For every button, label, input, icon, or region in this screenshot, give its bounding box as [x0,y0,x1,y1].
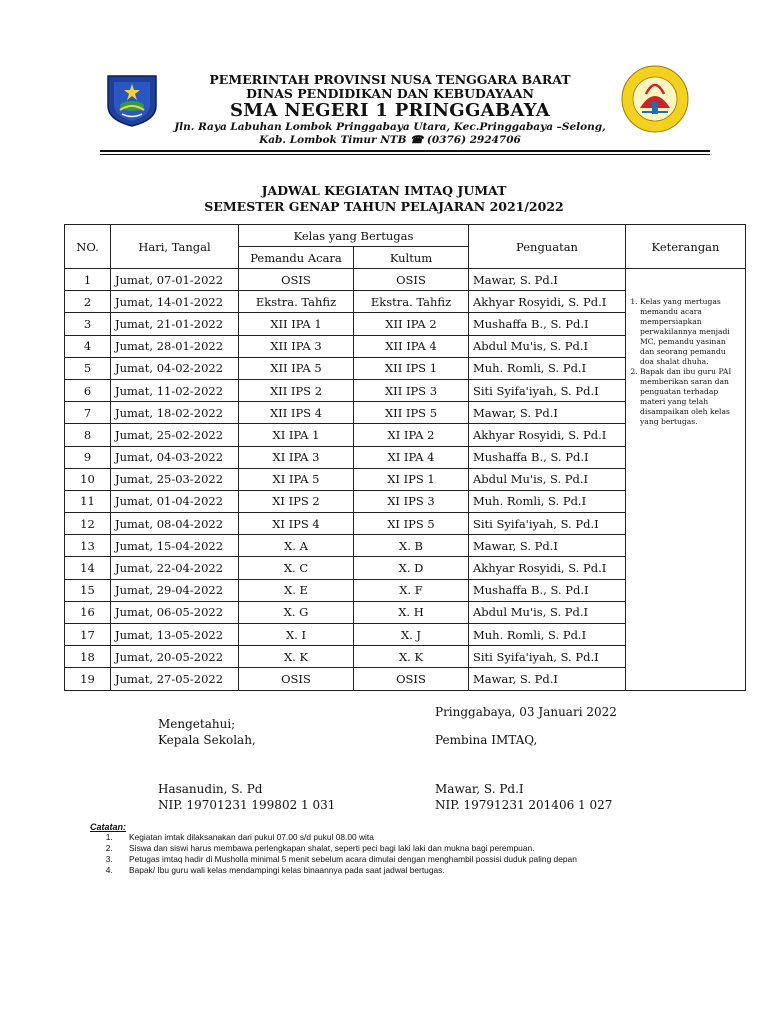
cell-pemandu: X. I [239,624,354,646]
cell-no: 2 [65,291,111,313]
cell-kultum: XII IPA 2 [354,313,469,335]
signature-coach-label: Pembina IMTAQ, [435,733,538,747]
cell-no: 8 [65,424,111,446]
cell-no: 10 [65,468,111,490]
cell-no: 9 [65,446,111,468]
notes-section [90,822,577,876]
cell-date: Jumat, 18-02-2022 [111,402,239,424]
signature-coach-name: Mawar, S. Pd.I [435,782,524,796]
cell-pemandu: Ekstra. Tahfiz [239,291,354,313]
document-title: JADWAL KEGIATAN IMTAQ JUMAT [261,183,507,198]
cell-penguatan: Siti Syifa'iyah, S. Pd.I [469,646,626,668]
cell-no: 5 [65,357,111,379]
cell-date: Jumat, 01-04-2022 [111,490,239,512]
cell-no: 18 [65,646,111,668]
cell-kultum: X. K [354,646,469,668]
cell-no: 17 [65,624,111,646]
cell-date: Jumat, 14-01-2022 [111,291,239,313]
cell-penguatan: Akhyar Rosyidi, S. Pd.I [469,557,626,579]
cell-kultum: X. J [354,624,469,646]
note-item: 2. Siswa dan siswi harus membawa perlengkapan shalat, seperti peci bagi laki laki dan mukna bagi perempuan. [115,843,577,854]
cell-penguatan: Mushaffa B., S. Pd.I [469,579,626,601]
header-address-line1: Jln. Raya Labuhan Lombok Pringgabaya Utara, Kec.Pringgabaya –Selong, [174,121,606,133]
cell-no: 16 [65,601,111,623]
cell-kultum: Ekstra. Tahfiz [354,291,469,313]
cell-date: Jumat, 13-05-2022 [111,624,239,646]
cell-pemandu: XI IPS 2 [239,490,354,512]
cell-penguatan: Mawar, S. Pd.I [469,269,626,291]
header-keterangan: Keterangan [626,225,746,269]
cell-date: Jumat, 11-02-2022 [111,379,239,401]
signature-principal-label: Kepala Sekolah, [158,733,256,747]
note-item: 4. Bapak/ Ibu guru wali kelas mendampingi kelas binaannya pada saat jadwal bertugas. [115,865,577,876]
cell-no: 13 [65,535,111,557]
cell-no: 14 [65,557,111,579]
cell-penguatan: Siti Syifa'iyah, S. Pd.I [469,513,626,535]
cell-pemandu: X. G [239,601,354,623]
cell-date: Jumat, 27-05-2022 [111,668,239,690]
keterangan-item: 1. Kelas yang mertugas memandu acara mempersiapkan perwakilannya menjadi MC, pemandu yasinan dan seorang pemandu doa shalat dhuha. [640,297,741,367]
cell-kultum: XI IPS 5 [354,513,469,535]
header-no: NO. [65,225,111,269]
cell-date: Jumat, 25-03-2022 [111,468,239,490]
cell-pemandu: XI IPA 3 [239,446,354,468]
school-logo-icon [620,64,690,134]
cell-no: 19 [65,668,111,690]
cell-no: 6 [65,379,111,401]
cell-kultum: OSIS [354,668,469,690]
header-department: DINAS PENDIDIKAN DAN KEBUDAYAAN [246,86,534,101]
cell-kultum: XI IPA 2 [354,424,469,446]
cell-date: Jumat, 06-05-2022 [111,601,239,623]
cell-pemandu: XII IPS 4 [239,402,354,424]
cell-date: Jumat, 08-04-2022 [111,513,239,535]
signature-coach-nip: NIP. 19791231 201406 1 027 [435,798,613,812]
signature-place-date: Pringgabaya, 03 Januari 2022 [435,705,617,719]
note-item: 3. Petugas imtaq hadir di Musholla minimal 5 menit sebelum acara dimulai dengan menghambil possisi duduk paling depan [115,854,577,865]
cell-date: Jumat, 21-01-2022 [111,313,239,335]
cell-kultum: XII IPS 1 [354,357,469,379]
cell-no: 15 [65,579,111,601]
header-school-name: SMA NEGERI 1 PRINGGABAYA [229,100,551,121]
signature-principal-name: Hasanudin, S. Pd [158,782,263,796]
cell-penguatan: Siti Syifa'iyah, S. Pd.I [469,379,626,401]
header-penguatan: Penguatan [469,225,626,269]
cell-pemandu: XII IPS 2 [239,379,354,401]
cell-pemandu: X. C [239,557,354,579]
cell-pemandu: XI IPA 5 [239,468,354,490]
cell-penguatan: Mawar, S. Pd.I [469,535,626,557]
cell-penguatan: Mawar, S. Pd.I [469,668,626,690]
cell-kultum: XI IPA 4 [354,446,469,468]
cell-penguatan: Mawar, S. Pd.I [469,402,626,424]
cell-pemandu: XI IPA 1 [239,424,354,446]
notes-title: Catatan: [90,822,127,832]
cell-penguatan: Akhyar Rosyidi, S. Pd.I [469,424,626,446]
cell-date: Jumat, 15-04-2022 [111,535,239,557]
cell-no: 1 [65,269,111,291]
cell-pemandu: OSIS [239,668,354,690]
cell-penguatan: Abdul Mu'is, S. Pd.I [469,601,626,623]
cell-penguatan: Muh. Romli, S. Pd.I [469,490,626,512]
cell-pemandu: X. K [239,646,354,668]
cell-kultum: X. H [354,601,469,623]
cell-penguatan: Mushaffa B., S. Pd.I [469,313,626,335]
cell-kultum: XII IPS 5 [354,402,469,424]
document-subtitle: SEMESTER GENAP TAHUN PELAJARAN 2021/2022 [204,199,564,214]
cell-date: Jumat, 22-04-2022 [111,557,239,579]
cell-no: 4 [65,335,111,357]
cell-date: Jumat, 25-02-2022 [111,424,239,446]
cell-penguatan: Muh. Romli, S. Pd.I [469,624,626,646]
cell-pemandu: XII IPA 1 [239,313,354,335]
cell-no: 3 [65,313,111,335]
cell-kultum: X. F [354,579,469,601]
cell-penguatan: Abdul Mu'is, S. Pd.I [469,468,626,490]
cell-kultum: XI IPS 1 [354,468,469,490]
cell-pemandu: XII IPA 5 [239,357,354,379]
cell-penguatan: Akhyar Rosyidi, S. Pd.I [469,291,626,313]
cell-kultum: X. D [354,557,469,579]
header-address-line2: Kab. Lombok Timur NTB ☎ (0376) 2924706 [259,134,521,146]
cell-penguatan: Muh. Romli, S. Pd.I [469,357,626,379]
cell-kultum: XII IPA 4 [354,335,469,357]
schedule-table [64,224,746,691]
cell-date: Jumat, 04-03-2022 [111,446,239,468]
cell-pemandu: X. E [239,579,354,601]
signature-acknowledged: Mengetahui; [158,717,236,731]
cell-kultum: XI IPS 3 [354,490,469,512]
cell-kultum: X. B [354,535,469,557]
header-kultum: Kultum [354,247,469,269]
header-divider-thin [100,154,710,155]
keterangan-item: 2. Bapak dan ibu guru PAI memberikan saran dan penguatan terhadap materi yang telah disampaikan oleh kelas yang bertugas. [640,367,741,427]
header-government: PEMERINTAH PROVINSI NUSA TENGGARA BARAT [209,72,571,87]
note-item: 1. Kegiatan imtak dilaksanakan dari pukul 07.00 s/d pukul 08.00 wita [115,832,577,843]
cell-penguatan: Abdul Mu'is, S. Pd.I [469,335,626,357]
cell-date: Jumat, 29-04-2022 [111,579,239,601]
table-row [65,269,746,291]
cell-date: Jumat, 07-01-2022 [111,269,239,291]
cell-date: Jumat, 28-01-2022 [111,335,239,357]
header-kelas: Kelas yang Bertugas [239,225,469,247]
cell-pemandu: XII IPA 3 [239,335,354,357]
keterangan-cell [626,269,746,691]
signature-principal-nip: NIP. 19701231 199802 1 031 [158,798,336,812]
cell-kultum: OSIS [354,269,469,291]
cell-date: Jumat, 04-02-2022 [111,357,239,379]
cell-no: 7 [65,402,111,424]
cell-pemandu: X. A [239,535,354,557]
notes-list [90,832,577,876]
cell-no: 11 [65,490,111,512]
cell-date: Jumat, 20-05-2022 [111,646,239,668]
header-date: Hari, Tangal [111,225,239,269]
header-pemandu: Pemandu Acara [239,247,354,269]
cell-kultum: XII IPS 3 [354,379,469,401]
cell-penguatan: Mushaffa B., S. Pd.I [469,446,626,468]
cell-pemandu: OSIS [239,269,354,291]
cell-no: 12 [65,513,111,535]
cell-pemandu: XI IPS 4 [239,513,354,535]
header-divider-thick [100,150,710,152]
ntb-province-emblem-icon [104,72,160,128]
